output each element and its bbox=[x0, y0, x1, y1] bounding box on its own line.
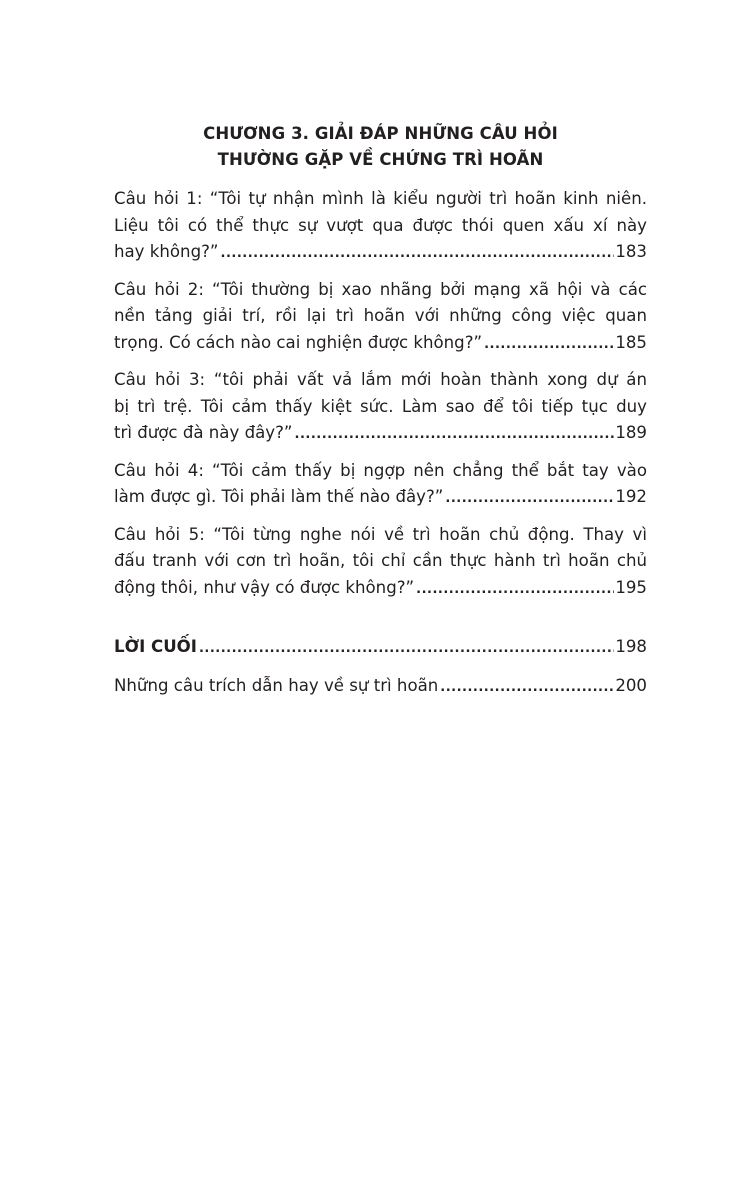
entry-text-line: động thôi, như vậy có được không?” bbox=[114, 577, 415, 597]
entry-text-line: Liệu tôi có thể thực sự vượt qua được thói quen xấu xí này bbox=[114, 215, 647, 235]
entry-text-line: bị trì trệ. Tôi cảm thấy kiệt sức. Làm sao để tôi tiếp tục duy bbox=[114, 396, 647, 416]
entry-text-line: đấu tranh với cơn trì hoãn, tôi chỉ cần thực hành trì hoãn chủ bbox=[114, 551, 647, 570]
table-of-contents bbox=[114, 186, 647, 711]
toc-entry-question-1[interactable] bbox=[114, 186, 647, 266]
entry-text-line: Câu hỏi 2: “Tôi thường bị xao nhãng bởi mạng xã hội và các bbox=[114, 279, 647, 299]
dot-leader bbox=[199, 636, 614, 661]
entry-text-line: Câu hỏi 3: “tôi phải vất vả lắm mới hoàn thành xong dự án bbox=[114, 370, 647, 389]
entry-last-line bbox=[114, 575, 647, 602]
entry-last-line bbox=[114, 239, 647, 266]
entry-text-line: Những câu trích dẫn hay về sự trì hoãn bbox=[114, 675, 439, 695]
toc-entry-epilogue[interactable] bbox=[114, 634, 647, 661]
entry-text-line: làm được gì. Tôi phải làm thế nào đây?” bbox=[114, 487, 444, 506]
dot-leader bbox=[484, 332, 614, 357]
toc-entry-question-2[interactable] bbox=[114, 277, 647, 357]
dot-leader bbox=[416, 577, 614, 602]
toc-entry-question-4[interactable] bbox=[114, 458, 647, 511]
page-number: 192 bbox=[615, 487, 647, 506]
page-number: 200 bbox=[615, 675, 647, 695]
dot-leader bbox=[295, 422, 615, 447]
dot-leader bbox=[445, 486, 614, 511]
entry-text-line: Câu hỏi 4: “Tôi cảm thấy bị ngợp nên chẳng thể bắt tay vào bbox=[114, 460, 647, 480]
entry-last-line bbox=[114, 484, 647, 511]
section-gap bbox=[114, 612, 647, 634]
page-number: 189 bbox=[615, 423, 647, 442]
dot-leader bbox=[440, 675, 614, 700]
page-number: 185 bbox=[615, 332, 647, 352]
entry-text-line: trọng. Có cách nào cai nghiện được không?” bbox=[114, 332, 483, 352]
entry-last-line bbox=[114, 420, 647, 447]
entry-last-line bbox=[114, 634, 647, 661]
chapter-title bbox=[114, 121, 647, 173]
entry-text-line: hay không?” bbox=[114, 242, 219, 261]
page-number: 198 bbox=[615, 637, 647, 656]
entry-last-line bbox=[114, 673, 647, 700]
entry-text-line: nền tảng giải trí, rồi lại trì hoãn với những công việc quan bbox=[114, 306, 647, 325]
page-number: 195 bbox=[615, 577, 647, 597]
entry-last-line bbox=[114, 330, 647, 357]
dot-leader bbox=[221, 241, 615, 266]
entry-text-line: Câu hỏi 5: “Tôi từng nghe nói về trì hoãn chủ động. Thay vì bbox=[114, 524, 647, 544]
toc-entry-question-5[interactable] bbox=[114, 522, 647, 602]
chapter-title-line-2: THƯỜNG GẶP VỀ CHỨNG TRÌ HOÃN bbox=[217, 150, 544, 169]
page-number: 183 bbox=[615, 242, 647, 261]
entry-text-line: Câu hỏi 1: “Tôi tự nhận mình là kiểu người trì hoãn kinh niên. bbox=[114, 189, 647, 208]
entry-heading-text: LỜI CUỐI bbox=[114, 637, 197, 656]
chapter-title-line-1: CHƯƠNG 3. GIẢI ĐÁP NHỮNG CÂU HỎI bbox=[203, 124, 558, 143]
entry-text-line: trì được đà này đây?” bbox=[114, 423, 293, 442]
toc-entry-question-3[interactable] bbox=[114, 367, 647, 447]
toc-entry-quotes[interactable] bbox=[114, 673, 647, 700]
